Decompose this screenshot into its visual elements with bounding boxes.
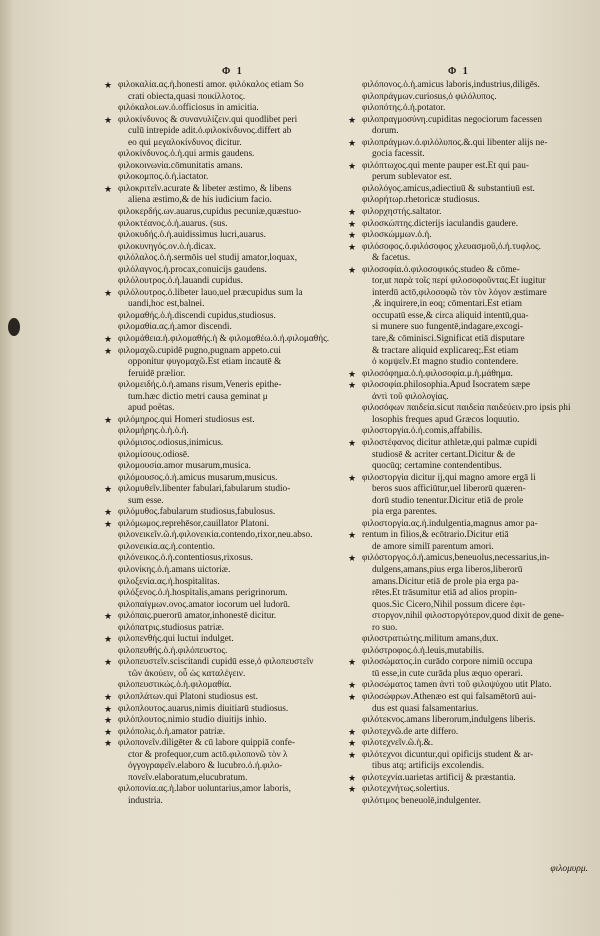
asterisk-marker-icon: ★ xyxy=(104,691,113,702)
dictionary-entry xyxy=(106,692,338,704)
entry-line: dus est quasi falsamentarius. xyxy=(372,703,479,714)
asterisk-marker-icon: ★ xyxy=(348,368,357,379)
asterisk-marker-icon: ★ xyxy=(348,749,357,760)
entry-line: φιλοσκώπτης.dicterijs iaculandis gaudere. xyxy=(362,218,519,229)
entry-line: φιλοπευστεῖν.sciscitandi cupidū esse,ὁ φιλοπευστεῖν xyxy=(118,657,314,668)
dictionary-entry xyxy=(106,219,338,231)
asterisk-marker-icon: ★ xyxy=(348,137,357,148)
asterisk-marker-icon: ★ xyxy=(348,738,357,749)
entry-line: eo qui μεγαλοκίνδυνος dicitur. xyxy=(128,137,242,148)
dictionary-entry xyxy=(350,103,582,115)
entry-line: tū esse,in cute curāda plus æquo operari. xyxy=(372,668,523,679)
asterisk-marker-icon: ★ xyxy=(104,507,113,518)
dictionary-entry xyxy=(350,727,582,739)
entry-line: φιλοσοφία.ὁ.φιλοσοφικός.studeo & cōme- xyxy=(362,264,520,275)
entry-line: φιλοπότης.ὁ.ἡ.potator. xyxy=(362,103,446,114)
entry-line: quocūq; certamine contendentibus. xyxy=(372,461,502,472)
dictionary-entry xyxy=(350,519,582,531)
entry-line: φιλόμωμος.reprehēsor,cauillator Platoni. xyxy=(118,518,270,529)
dictionary-entry xyxy=(106,450,338,462)
entry-line: φιλοτεχνεῖν.ῶ.ἡ.&. xyxy=(362,738,434,749)
dictionary-entry xyxy=(350,242,582,265)
entry-line: φιλοπραγμοσύνη.cupiditas negociorum facessen xyxy=(362,114,543,125)
asterisk-marker-icon: ★ xyxy=(348,264,357,275)
dictionary-entry xyxy=(350,403,582,426)
asterisk-marker-icon: ★ xyxy=(104,183,113,194)
dictionary-entry xyxy=(106,634,338,646)
entry-line: studiosē & acriter certant.Dicitur & de xyxy=(372,449,516,460)
entry-line: ro suo. xyxy=(372,622,398,633)
entry-line: φιλόστοργος.ὁ.ἡ.amicus,beneuolus,necessarius,in- xyxy=(362,553,550,564)
asterisk-marker-icon: ★ xyxy=(104,80,113,90)
dictionary-entry xyxy=(350,553,582,634)
asterisk-marker-icon: ★ xyxy=(348,691,357,702)
entry-line: opponitur φυγομαχῶ.Est etiam incautē & xyxy=(128,357,282,368)
entry-line: dorū studio tenentur.Dicitur etiā de prole xyxy=(372,495,524,506)
entry-line: φιλότεχνοι dicuntur,qui opificijs student & ar- xyxy=(362,749,534,760)
entry-line: φιλοκυδής.ὁ.ἡ.auidissimus lucri,auarus. xyxy=(118,230,266,241)
entry-line: crati obiecta,quasi ποικίλλοτος. xyxy=(128,91,246,102)
asterisk-marker-icon: ★ xyxy=(348,772,357,783)
entry-line: industria. xyxy=(128,795,163,806)
asterisk-marker-icon: ★ xyxy=(104,114,113,125)
entry-line: φιλομειδής.ὁ.ἡ.amans risum,Veneris epithe- xyxy=(118,380,282,391)
entry-line: φιλοπευστικώς.ὁ.ἡ.φιλομαθία. xyxy=(118,680,232,691)
asterisk-marker-icon: ★ xyxy=(104,345,113,356)
asterisk-marker-icon: ★ xyxy=(348,726,357,737)
entry-line: φιλοκερδής.ων.auarus,cupidus pecuniæ,quæstuo- xyxy=(118,207,302,218)
dictionary-entry xyxy=(106,242,338,254)
entry-line: perum sublevator est. xyxy=(372,172,452,183)
catchword: φιλομυρμ. xyxy=(550,864,588,874)
asterisk-marker-icon: ★ xyxy=(104,703,113,714)
entry-line: φιλόλουτρος.ὁ.ἡ.lauandi cupidus. xyxy=(118,276,243,287)
entry-line: ,& inquirere,in eoq; cōmentari.Est etiam xyxy=(372,299,522,310)
entry-line: πονεῖν.elaboratum,elucubratum. xyxy=(128,772,248,783)
dictionary-entry xyxy=(350,380,582,403)
dictionary-entry xyxy=(106,646,338,658)
dictionary-entry xyxy=(106,184,338,207)
asterisk-marker-icon: ★ xyxy=(104,611,113,622)
dictionary-entry xyxy=(106,680,338,692)
entry-line: φιλομαχῶ.cupidē pugno,pugnam appeto.cui xyxy=(118,345,281,356)
entry-line: pia erga parentes. xyxy=(372,507,438,518)
entry-line: φιλοκυνηγός.ον.ὁ.ἡ.dicax. xyxy=(118,241,216,252)
dictionary-entry xyxy=(106,346,338,381)
entry-line: φιλόσοφος.ὁ.φιλόσοφος χλευασμοῦ,ὁ.ἡ.τυφλος. xyxy=(362,241,541,252)
asterisk-marker-icon: ★ xyxy=(348,114,357,125)
entry-line: φιλόπολις.ὁ.ἡ.amator patriæ. xyxy=(118,726,226,737)
entry-line: ἀντὶ τοῦ φιλολογίας. xyxy=(372,391,449,402)
entry-line: φιλομυθεῖν.libenter fabulari,fabularum studio- xyxy=(118,484,291,495)
entry-line: φιλοσώματος tamen ἀντὶ τοῦ φιλοψύχου utit Plato. xyxy=(362,680,552,691)
dictionary-entry xyxy=(106,600,338,612)
entry-line: φιλόμυθος.fabularum studiosus,fabulosus. xyxy=(118,507,276,518)
right-column xyxy=(350,80,582,807)
entry-line: & tractare aliquid explicareq;.Est etiam xyxy=(372,345,519,356)
entry-line: culū intrepide adit.ὁ.φιλοκίνδυνος.differt ab xyxy=(128,126,292,137)
asterisk-marker-icon: ★ xyxy=(348,530,357,541)
dictionary-entry xyxy=(350,438,582,473)
entry-line: φιλοκίνδυνος & συνανυλίζειν.qui quodlibet peri xyxy=(118,114,298,125)
entry-line: si munere suo fungentē,indagare,excogi- xyxy=(372,322,524,333)
entry-line: φιλόμηρος.qui Homeri studiosus est. xyxy=(118,414,255,425)
dictionary-entry xyxy=(106,704,338,716)
dictionary-entry xyxy=(106,115,338,150)
dictionary-entry xyxy=(106,784,338,807)
entry-line: φιλοστοργία.ὁ.ἡ.comis,affabilis. xyxy=(362,426,483,437)
asterisk-marker-icon: ★ xyxy=(348,784,357,795)
entry-line: losophis freques apud Græcos loquutio. xyxy=(372,414,520,425)
entry-line: φιλοκομπος.ὁ.ἡ.iactator. xyxy=(118,172,209,183)
dictionary-entry xyxy=(350,207,582,219)
dictionary-entry xyxy=(350,219,582,231)
entry-line: φιλόνεικος.ὁ.ἡ.contentiosus,rixosus. xyxy=(118,553,253,564)
dictionary-entry xyxy=(106,588,338,600)
entry-line: φιλομαθία.ας.ἡ.amor discendi. xyxy=(118,322,232,333)
dictionary-entry xyxy=(106,207,338,219)
entry-line: στοργον,nihil φιλοστοργότερον,quod dixit de gene- xyxy=(372,611,564,622)
entry-line: dorum. xyxy=(372,126,399,137)
asterisk-marker-icon: ★ xyxy=(348,230,357,241)
entry-line: φιλομήρης.ὁ.ἡ.ὁ.ἡ. xyxy=(118,426,189,437)
asterisk-marker-icon: ★ xyxy=(104,334,113,345)
entry-line: φιλόξενος.ὁ.ἡ.hospitalis,amans perigrinorum. xyxy=(118,588,288,599)
dictionary-entry xyxy=(350,230,582,242)
entry-line: φιλόλαλος.ὁ.ἡ.sermōis uel studij amator,loquax, xyxy=(118,253,298,264)
asterisk-marker-icon: ★ xyxy=(104,657,113,668)
entry-line: φιλοκαλία.ας.ἡ.honesti amor. φιλόκαλος etiam So xyxy=(118,80,304,90)
asterisk-marker-icon: ★ xyxy=(348,680,357,691)
entry-line: φιλοσοφία.philosophia.Apud Isocratem sæpe xyxy=(362,380,531,391)
entry-line: φιλόλαγνος.ἡ.procax,conuicijs gaudens. xyxy=(118,264,267,275)
entry-line: φιλονίκης.ὁ.ἡ.amans uictoriæ. xyxy=(118,564,231,575)
entry-line: τῶν ἀκούειν, οὗ ὡς καταλέγειν. xyxy=(128,668,246,679)
asterisk-marker-icon: ★ xyxy=(348,472,357,483)
entry-line: φιλοκίνδυνος.ὁ.ἡ.qui armis gaudens. xyxy=(118,149,255,160)
entry-line: gocia facessit. xyxy=(372,149,425,160)
entry-line: ctor & profequor,cum actō.φιλοπονῶ τὸν λ xyxy=(128,749,288,760)
entry-line: φιλόπαις.puerorū amator,inhonestē dicitur. xyxy=(118,611,277,622)
entry-line: beros suos afficiūtur,uel liberorū quæren- xyxy=(372,484,526,495)
dictionary-entry xyxy=(106,657,338,680)
dictionary-entry xyxy=(350,115,582,138)
dictionary-entry xyxy=(106,415,338,427)
entry-line: φιλοστοργία.ας.ἡ.indulgentia,magnus amor pa- xyxy=(362,518,538,529)
dictionary-entry xyxy=(350,750,582,773)
dictionary-entry xyxy=(106,103,338,115)
dictionary-entry xyxy=(106,149,338,161)
entry-line: ὁ κομψεῖν.Et magno studio contendere. xyxy=(372,357,519,368)
entry-line: φιλόλουτρος.ὁ.libeter lauo,uel præcupidus sum la xyxy=(118,287,303,298)
entry-line: φιλοπευθής.ὁ.ἡ.φιλόπευστος. xyxy=(118,645,228,656)
entry-line: φιλοσόφημα.ὁ.ἡ.φιλοσοφία.μ.ἡ.μάθημα. xyxy=(362,368,513,379)
dictionary-entry xyxy=(106,623,338,635)
entry-line: φιλοστοργία dicitur ij,qui magno amore ergā li xyxy=(362,472,536,483)
entry-line: φιλοπράγμων.curiosus,ὁ φιλόλυπος. xyxy=(362,91,497,102)
page-gutter-shadow xyxy=(0,0,14,936)
dictionary-entry xyxy=(106,565,338,577)
entry-line: & facetus. xyxy=(372,253,411,264)
asterisk-marker-icon: ★ xyxy=(348,241,357,252)
entry-line: φιλόκαλοι.ων.ὁ.officiosus in amicitia. xyxy=(118,103,259,114)
entry-line: φιλοπενθής.qui luctui indulget. xyxy=(118,634,234,645)
asterisk-marker-icon: ★ xyxy=(104,414,113,425)
entry-line: φιλοπαίγμων.ονος.amator iocorum uel ludorū. xyxy=(118,599,291,610)
dictionary-entry xyxy=(106,322,338,334)
dictionary-entry xyxy=(106,715,338,727)
entry-line: sum esse. xyxy=(128,495,164,506)
dictionary-entry xyxy=(350,369,582,381)
dictionary-entry xyxy=(106,265,338,277)
entry-line: feruidē prælior. xyxy=(128,368,186,379)
asterisk-marker-icon: ★ xyxy=(348,380,357,391)
entry-line: φιλορχηστής.saltator. xyxy=(362,207,442,218)
dictionary-entry xyxy=(350,773,582,785)
dictionary-entry xyxy=(106,161,338,173)
entry-line: φιλολόγος.amicus,adiectiuū & substantiuū est. xyxy=(362,183,535,194)
entry-line: de amore similī parentum amori. xyxy=(372,541,494,552)
entry-line: tor,ut παρὰ τοῖς περί φιλοσοφοῦντας.Et iugitur xyxy=(372,276,546,287)
dictionary-entry xyxy=(350,473,582,519)
dictionary-entry xyxy=(106,519,338,531)
entry-line: φιλοπλάτων.qui Platoni studiosus est. xyxy=(118,691,258,702)
entry-line: φιλορήτωρ.rhetoricæ studiosus. xyxy=(362,195,480,206)
entry-line: φιλόμισος.odiosus,inimicus. xyxy=(118,437,224,448)
dictionary-entry xyxy=(350,646,582,658)
dictionary-entry xyxy=(350,796,582,808)
entry-line: φιλοπονεῖν.diligēter & cū labore quippiā confe- xyxy=(118,738,295,749)
dictionary-entry xyxy=(106,530,338,542)
dictionary-entry xyxy=(350,784,582,796)
dictionary-entry xyxy=(106,380,338,415)
entry-line: ὁγγογραφεῖν.elaboro & lucubro.ὁ.ἡ.φιλο- xyxy=(128,761,283,772)
asterisk-marker-icon: ★ xyxy=(104,726,113,737)
entry-line: φιλοστέφανος dicitur athletæ,qui palmæ cupidi xyxy=(362,437,538,448)
dictionary-entry xyxy=(350,530,582,553)
folio-right: Φ 1 xyxy=(448,66,470,77)
asterisk-marker-icon: ★ xyxy=(348,437,357,448)
dictionary-entry xyxy=(106,334,338,346)
entry-line: φιλοκριτεῖν.acurate & libeter æstimo, & libens xyxy=(118,183,292,194)
dictionary-entry xyxy=(106,577,338,589)
entry-line: φιλόπονος.ὁ.ἡ.amicus laboris,industrius,diligēs. xyxy=(362,80,540,90)
asterisk-marker-icon: ★ xyxy=(348,160,357,171)
entry-line: φιλοτεχνῶ.de arte differo. xyxy=(362,726,459,737)
entry-line: φιλοσώματος.in curādo corpore nimiū occupa xyxy=(362,657,533,668)
entry-line: φιλοπράγμων.ὁ.φιλόλυπος.&.qui libenter alijs ne- xyxy=(362,137,548,148)
dictionary-entry xyxy=(350,426,582,438)
dictionary-entry xyxy=(350,738,582,750)
dictionary-entry xyxy=(350,265,582,369)
dictionary-entry xyxy=(106,461,338,473)
entry-line: φιλόμουσος.ὁ.ἡ.amicus musarum,musicus. xyxy=(118,472,278,483)
entry-line: φιλομάθεια.ἡ.φιλομαθής.ἡ & φιλομαθέω.ὁ.ἡ.φιλομαθής. xyxy=(118,334,330,345)
dictionary-entry xyxy=(106,426,338,438)
dictionary-entry xyxy=(350,634,582,646)
dictionary-entry xyxy=(350,680,582,692)
asterisk-marker-icon: ★ xyxy=(348,553,357,564)
dictionary-entry xyxy=(106,276,338,288)
entry-line: φιλοπλουτος.auarus,nimis diuitiarū studiosus. xyxy=(118,703,289,714)
dictionary-entry xyxy=(350,657,582,680)
dictionary-entry xyxy=(106,484,338,507)
dictionary-entry xyxy=(106,438,338,450)
asterisk-marker-icon: ★ xyxy=(348,218,357,229)
entry-line: φιλονεικεῖν.ῶ.ἡ.φιλονεικία.contendo,rixor,neu.abso. xyxy=(118,530,313,541)
entry-line: amans.Dicitur etiā de prole pia erga pa- xyxy=(372,576,519,587)
entry-line: tare,& cōminisci.Significat etiā disputare xyxy=(372,334,525,345)
dictionary-entry xyxy=(106,80,338,103)
entry-line: φιλομαθής.ὁ.ἡ.discendi cupidus,studiosus. xyxy=(118,310,276,321)
entry-line: dulgens,amans,pius erga liberos,liberorū xyxy=(372,564,523,575)
entry-line: φιλόπατρις.studiosus patriæ. xyxy=(118,622,224,633)
ink-blot xyxy=(8,318,20,336)
entry-line: tibus atq; artificijs excolendis. xyxy=(372,761,485,772)
asterisk-marker-icon: ★ xyxy=(104,484,113,495)
entry-line: φιλότιμος beneuolē,indulgenter. xyxy=(362,795,481,806)
left-column xyxy=(106,80,338,807)
dictionary-entry xyxy=(350,715,582,727)
entry-line: occupatū esse,& circa aliquid intentū,qua- xyxy=(372,310,529,321)
dictionary-entry xyxy=(106,288,338,311)
asterisk-marker-icon: ★ xyxy=(104,738,113,749)
entry-line: interdū actō,φιλοσοφῶ τὸν τὸν λόγον æstimare xyxy=(372,287,547,298)
entry-line: φιλοστρατιώτης.militum amans,dux. xyxy=(362,634,499,645)
entry-line: φιλοτεχνήτως.solertius. xyxy=(362,784,450,795)
dictionary-entry xyxy=(350,138,582,161)
dictionary-entry xyxy=(350,161,582,184)
entry-line: quos.Sic Cicero,Nihil possum dicere ἐφι- xyxy=(372,599,526,610)
entry-line: φιλοσώφρων.Athenæo est qui falsamētorū aui- xyxy=(362,691,537,702)
dictionary-entry xyxy=(106,311,338,323)
entry-line: φιλοκοινωνία.cōmunitatis amans. xyxy=(118,160,243,171)
entry-line: φιλόπλουτος.nimio studio diuitijs inhio. xyxy=(118,715,267,726)
entry-line: φιλοσόφων παιδεία.sicut παιδεία παιδεύειν.pro ipsis phi xyxy=(362,403,571,414)
asterisk-marker-icon: ★ xyxy=(104,518,113,529)
asterisk-marker-icon: ★ xyxy=(104,715,113,726)
entry-line: rētes.Et trāsumitur etiā ad alios propin- xyxy=(372,588,518,599)
dictionary-entry xyxy=(350,195,582,207)
entry-line: φιλομίσους.odiosē. xyxy=(118,449,190,460)
dictionary-entry xyxy=(106,172,338,184)
dictionary-entry xyxy=(106,253,338,265)
dictionary-entry xyxy=(106,230,338,242)
asterisk-marker-icon: ★ xyxy=(348,657,357,668)
asterisk-marker-icon: ★ xyxy=(104,287,113,298)
entry-line: tum.hæc dictio metri causa geminat μ xyxy=(128,391,268,402)
entry-line: φιλοξενία.ας.ἡ.hospitalitas. xyxy=(118,576,220,587)
asterisk-marker-icon: ★ xyxy=(104,634,113,645)
entry-line: φιλόπτωχος.qui mente pauper est.Et qui pau- xyxy=(362,160,529,171)
asterisk-marker-icon: ★ xyxy=(348,207,357,218)
dictionary-entry xyxy=(106,611,338,623)
entry-line: aliena æstimo,& de his iudicium facio. xyxy=(128,195,272,206)
dictionary-entry xyxy=(106,738,338,784)
entry-line: rentum in filios,& ecōtrario.Dicitur etiā xyxy=(362,530,509,541)
dictionary-entry xyxy=(106,507,338,519)
dictionary-entry xyxy=(106,553,338,565)
dictionary-entry xyxy=(350,92,582,104)
entry-line: φιλοτεχνία.uarietas artificij & præstantia. xyxy=(362,772,516,783)
entry-line: φιλότεκνος.amans liberorum,indulgens liberis. xyxy=(362,715,536,726)
dictionary-entry xyxy=(350,692,582,715)
entry-line: φιλοσκώμμων.ὁ.ἡ. xyxy=(362,230,432,241)
dictionary-entry xyxy=(350,80,582,92)
entry-line: φιλοπονία.ας.ἡ.labor uoluntarius,amor laboris, xyxy=(118,784,291,795)
dictionary-entry xyxy=(106,727,338,739)
entry-line: uandi,hoc est,balnei. xyxy=(128,299,205,310)
dictionary-entry xyxy=(106,542,338,554)
entry-line: φιλονεικία.ας.ἡ.contentio. xyxy=(118,541,215,552)
entry-line: φιλομουσία.amor musarum,musica. xyxy=(118,461,251,472)
entry-line: φιλοκτέανος.ὁ.ἡ.auarus. (sus. xyxy=(118,218,228,229)
folio-left: Φ 1 xyxy=(222,66,244,77)
entry-line: apud poëtas. xyxy=(128,403,175,414)
dictionary-entry xyxy=(106,473,338,485)
dictionary-entry xyxy=(350,184,582,196)
entry-line: φιλόστροφος.ὁ.ἡ.leuis,mutabilis. xyxy=(362,645,485,656)
